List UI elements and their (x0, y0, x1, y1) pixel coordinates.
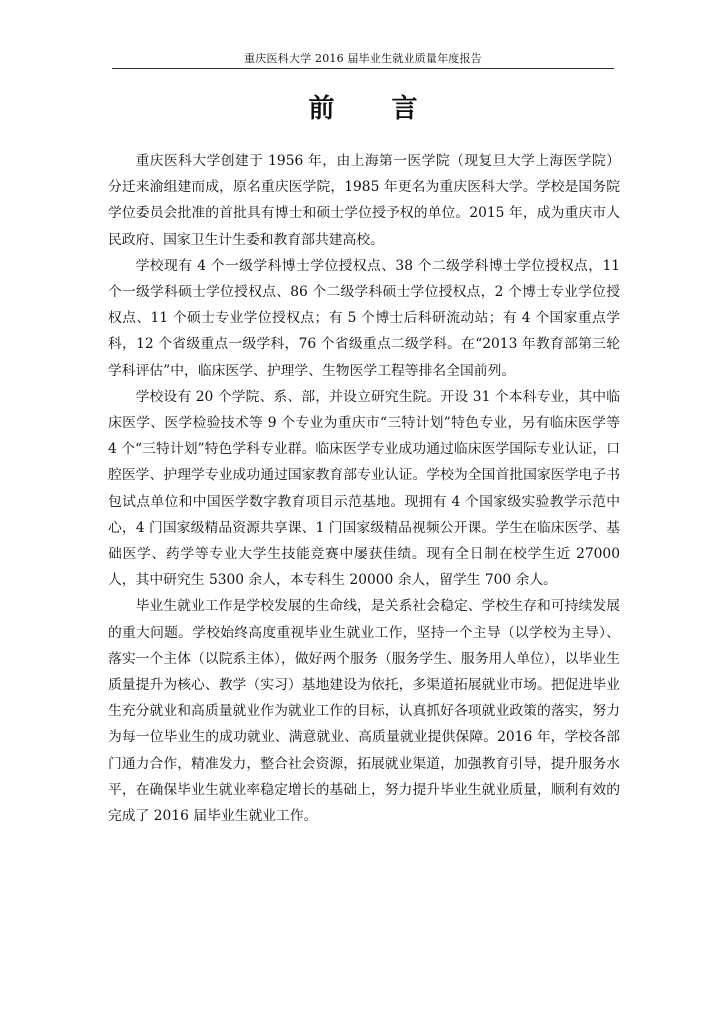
running-header: 重庆医科大学 2016 届毕业生就业质量年度报告 (244, 52, 482, 65)
header-divider (112, 68, 614, 69)
page-title: 前 言 (308, 94, 442, 124)
paragraph-colleges-majors: 学校设有 20 个学院、系、部，并设立研究生院。开设 31 个本科专业，其中临床医学、医学检验技术等 9 个专业为重庆市“三特计划”特色专业，另有临床医学等 4 个“三特计划”特色学科专业群。临床医学专业成功通过临床医学国际专业认证，口腔医学、护理学专业成功通过国家教育部专业认证。学校为全国首批国家医学电子书包试点单位和中国医学数字教育项目示范基地。现拥有 4 个国家级实验教学示范中心，4 门国家级精品资源共享课、1 门国家级精品视频公开课。学生在临床医学、基础医学、药学等专业大学生技能竞赛中屡获佳绩。现有全日制在校学生近 27000 人，其中研究生 5300 余人，本专科生 20000 余人，留学生 700 余人。 (108, 388, 620, 589)
paragraph-degree-programs: 学校现有 4 个一级学科博士学位授权点、38 个二级学科博士学位授权点，11 个一级学科硕士学位授权点、86 个二级学科硕士学位授权点，2 个博士专业学位授权点、11 个硕士专业学位授权点；有 5 个博士后科研流动站；有 4 个国家重点学科，12 个省级重点一级学科，76 个省级重点二级学科。在“2013 年教育部第三轮学科评估”中，临床医学、护理学、生物医学工程等排名全国前列。 (108, 257, 620, 379)
paragraph-history: 重庆医科大学创建于 1956 年，由上海第一医学院（现复旦大学上海医学院）分迁来渝组建而成，原名重庆医学院，1985 年更名为重庆医科大学。学校是国务院学位委员会批准的首批具有博士和硕士学位授予权的单位。2015 年，成为重庆市人民政府、国家卫生计生委和教育部共建高校。 (108, 153, 620, 248)
body-text (108, 148, 620, 829)
paragraph-employment-work: 毕业生就业工作是学校发展的生命线，是关系社会稳定、学校生存和可持续发展的重大问题。学校始终高度重视毕业生就业工作，坚持一个主导（以学校为主导）、落实一个主体（以院系主体），做好两个服务（服务学生、服务用人单位），以毕业生质量提升为核心、教学（实习）基地建设为依托，多渠道拓展就业市场。把促进毕业生充分就业和高质量就业作为就业工作的目标，认真抓好各项就业政策的落实，努力为每一位毕业生的成功就业、满意就业、高质量就业提供保障。2016 年，学校各部门通力合作，精准发力，整合社会资源，拓展就业渠道，加强教育引导，提升服务水平，在确保毕业生就业率稳定增长的基础上，努力提升毕业生就业质量，顺利有效的完成了 2016 届毕业生就业工作。 (108, 598, 620, 825)
